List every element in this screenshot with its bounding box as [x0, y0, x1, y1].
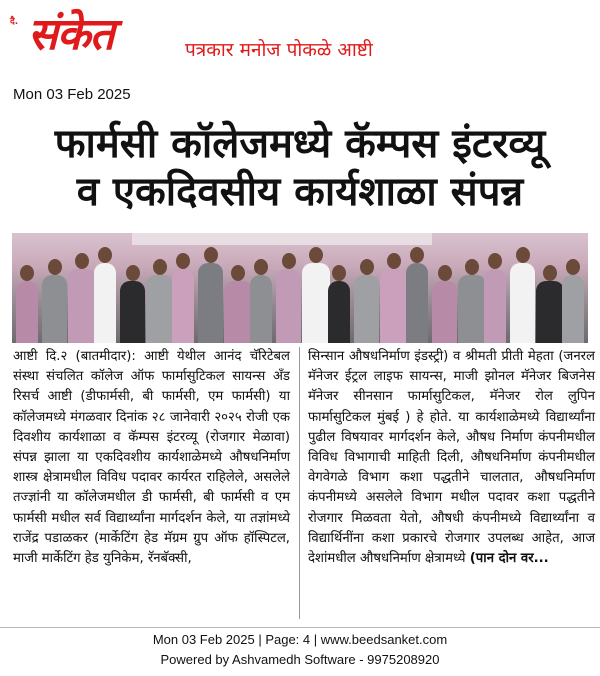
photo-figure: [354, 275, 379, 343]
photo-figure-head: [387, 253, 401, 269]
photo-figure-head: [126, 265, 140, 281]
masthead: [0, 0, 600, 80]
footer-edition-info: Mon 03 Feb 2025 | Page: 4 | www.beedsanket.com: [152, 632, 448, 647]
photo-figure-head: [176, 253, 190, 269]
photo-figure: [536, 281, 564, 343]
continued-note: (पान दोन वर...: [469, 551, 549, 567]
photo-figure: [562, 275, 584, 343]
column-divider: [299, 347, 300, 619]
photo-figure: [380, 269, 408, 343]
photo-figure: [406, 263, 428, 343]
photo-figure: [458, 275, 486, 343]
newspaper-logo: [10, 4, 150, 64]
article-column-left: आष्टी दि.२ (बातमीदार): आष्टी येथील आनंद चॅरिटेबल संस्था संचलित कॉलेज ऑफ फार्मासुटिकल सायन्स अँड रिसर्च आष्टी (डीफार्मसी, बी फार्मसी, एम फार्मसी) या कॉलेजमध्ये मंगळवार दिनांक २८ जानेवारी २०२५ रोजी एक दिवशीय कार्यशाळा व कॅम्पस इंटरव्यू (रोजगार मेळावा) संपन्न झाला या एकदिवशीय कार्यशाळेमध्ये औषधनिर्माण शास्त्र क्षेत्रामधील विविध पदावर कार्यरत राहिलेले, असलेले तज्ज्ञांनी या कॉलेजमधील डी फार्मसी, बी फार्मसी व एम फार्मसी मधील सर्व विद्यार्थ्यांना मार्गदर्शन केले, या तज्ञांमध्ये राजेंद्र पडाळकर (मार्केटिंग हेड मॅग्रम ग्रुप ऑफ हॉस्पिटल, माजी मार्केटिंग हेड युनिकेम, रॅनबॅक्सी,: [13, 349, 290, 567]
photo-figure-head: [465, 259, 479, 275]
footer-divider: [0, 627, 600, 628]
headline-line-2: व एकदिवसीय कार्यशाळा संपन्न: [76, 169, 524, 215]
photo-figure-head: [153, 259, 167, 275]
photo-figure-head: [75, 253, 89, 269]
photo-figure: [94, 263, 116, 343]
photo-figure-head: [282, 253, 296, 269]
photo-figure: [42, 275, 67, 343]
photo-figure-head: [566, 259, 580, 275]
photo-figure: [198, 263, 223, 343]
article-headline: [8, 120, 592, 216]
photo-figure-head: [410, 247, 424, 263]
photo-figure-head: [332, 265, 346, 281]
photo-figure-head: [20, 265, 34, 281]
photo-figure-head: [98, 247, 112, 263]
headline-line-1: फार्मसी कॉलेजमध्ये कॅम्पस इंटरव्यू: [54, 121, 546, 167]
photo-figure-head: [204, 247, 218, 263]
photo-figure-head: [488, 253, 502, 269]
photo-figure-head: [231, 265, 245, 281]
photo-figure-head: [438, 265, 452, 281]
article-column-right: [308, 347, 595, 569]
photo-figure: [68, 269, 96, 343]
edition-date: Mon 03 Feb 2025: [13, 86, 131, 103]
footer-powered-by: Powered by Ashvamedh Software - 9975208920: [160, 652, 440, 667]
photo-figure: [224, 281, 252, 343]
group-photo: [12, 233, 588, 343]
photo-figure: [276, 269, 301, 343]
photo-figure-head: [360, 259, 374, 275]
photo-figure: [250, 275, 272, 343]
photo-figure: [328, 281, 350, 343]
photo-figure-head: [254, 259, 268, 275]
reporter-byline: पत्रकार मनोज पोकळे आष्टी: [185, 39, 373, 61]
photo-figure: [120, 281, 145, 343]
article-column-right-text: सिन्सान औषधनिर्माण इंडस्ट्री) व श्रीमती प्रीती मेहता (जनरल मॅनेजर ईट्रल लाइफ सायन्स, माजी झोनल मॅनेजर बिजनेस मॅनेजर सीनसान फार्मासुटिकल, मॅनेजर रोल लुपिन फार्मासुटिकल मुंबई ) हे होते. या कार्यशाळेमध्ये विद्यार्थ्यांना पुढील विषयावर मार्गदर्शन केले, औषध निर्माण कंपनीमधील विविध विभागाची माहिती दिली, औषधनिर्माण कंपनीमधील वेगवेगळे विभाग कशा पद्धतीने चालतात, औषधनिर्माण कंपनीमध्ये असलेले विभाग मधील पदावर कशा पद्धतीने रोजगार मिळवता येतो, औषधी कंपनीमध्ये विद्यार्थ्यांना व विद्यार्थिनींना कशा प्रकारचे रोजगार उपलब्ध आहेत, आज देशांमधील औषधनिर्माण क्षेत्रामध्ये: [308, 349, 595, 567]
logo-title: संकेत: [28, 9, 114, 60]
photo-figure-head: [543, 265, 557, 281]
photo-figure: [302, 263, 330, 343]
photo-figure: [172, 269, 194, 343]
photo-figure: [146, 275, 174, 343]
photo-figure: [432, 281, 457, 343]
photo-figure: [484, 269, 506, 343]
photo-figure-head: [516, 247, 530, 263]
logo-prefix: दै.: [10, 17, 19, 27]
photo-figure: [16, 281, 38, 343]
photo-figure-head: [309, 247, 323, 263]
photo-banner: [132, 233, 432, 245]
photo-figure-head: [48, 259, 62, 275]
photo-figure: [510, 263, 535, 343]
